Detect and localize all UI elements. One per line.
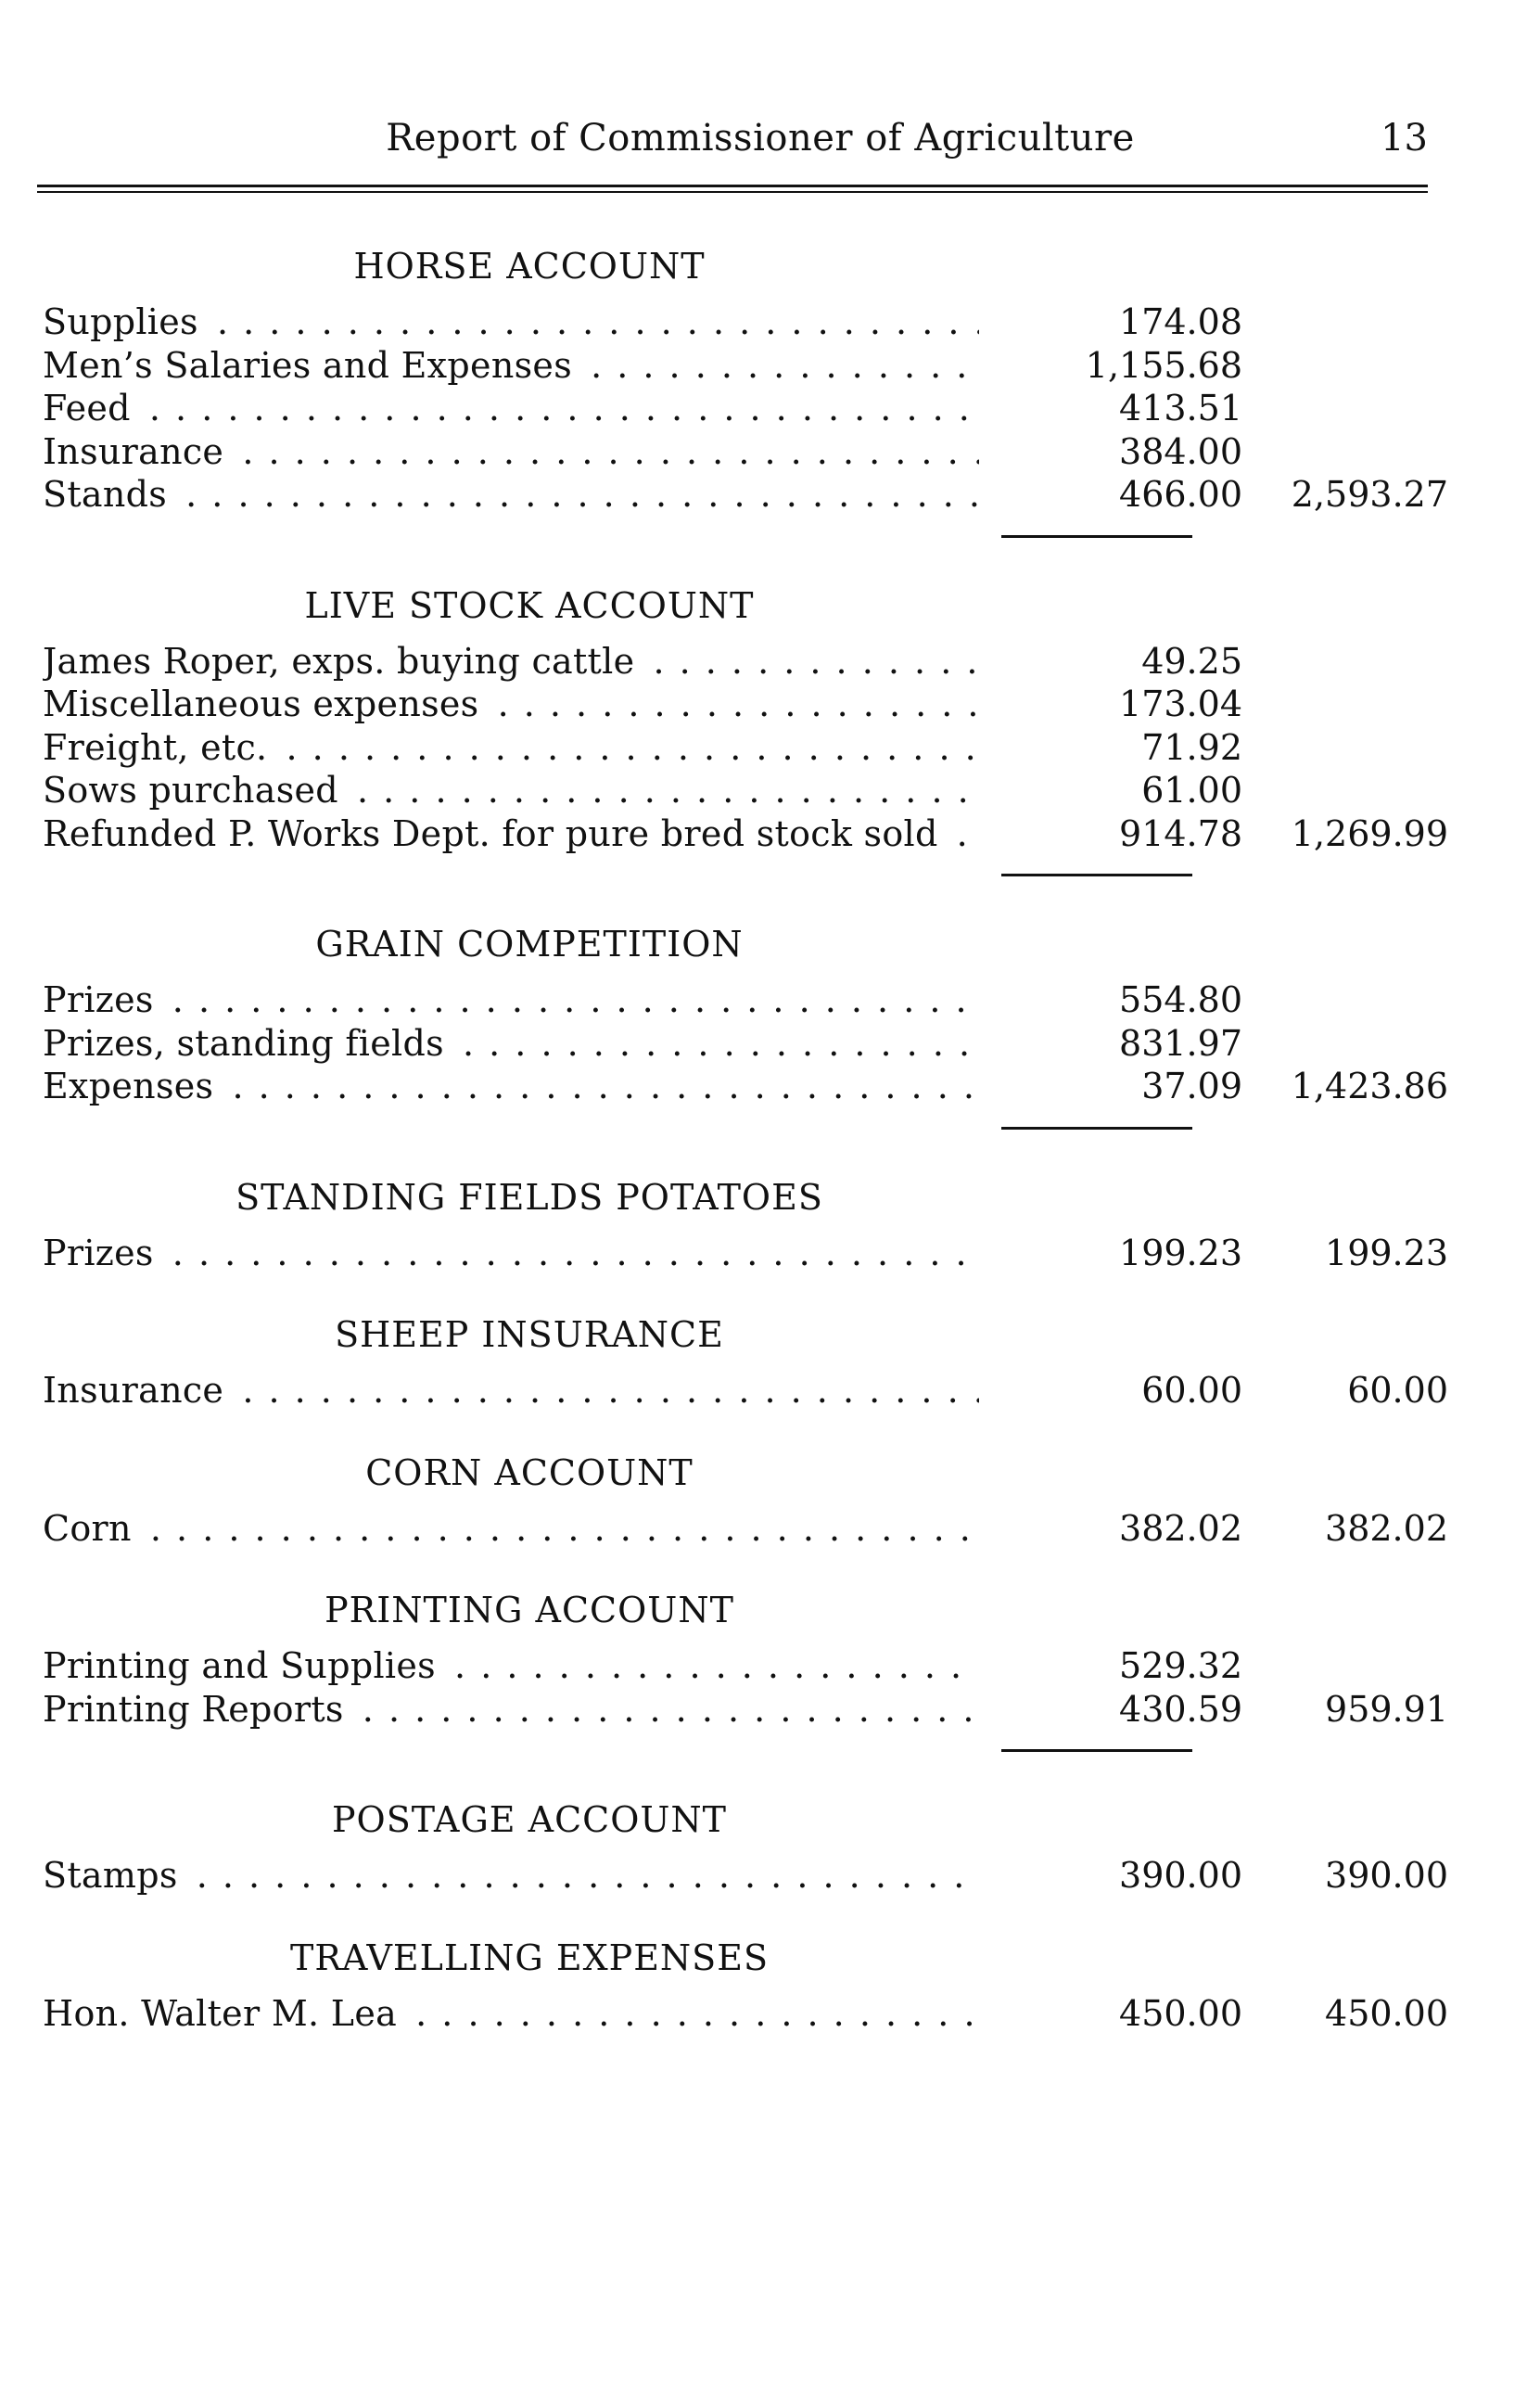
ledger-row	[43, 300, 1443, 344]
ledger-row	[43, 1688, 1448, 1732]
item-label-leader	[43, 1644, 979, 1688]
item-amount: 914.78	[1119, 812, 1242, 854]
item-label-leader	[43, 344, 979, 388]
item-label-leader	[43, 769, 979, 812]
item-label: Supplies	[43, 301, 204, 342]
item-amount: 390.00	[1119, 1855, 1242, 1896]
item-label: Prizes	[43, 1233, 159, 1273]
item-label: Hon. Walter M. Lea	[43, 1993, 402, 2034]
item-label-leader	[43, 640, 979, 684]
account-section	[43, 910, 1448, 1130]
item-label-leader	[43, 1232, 979, 1275]
section-total: 959.91	[1325, 1688, 1448, 1730]
item-label: Insurance	[43, 1370, 229, 1411]
ledger-row	[43, 1507, 1448, 1551]
item-label: Prizes, standing fields	[43, 1023, 450, 1064]
summation-rule	[1001, 535, 1192, 538]
section-gap	[43, 1412, 1443, 1438]
ledger-row	[43, 1854, 1448, 1898]
section-title: STANDING FIELDS POTATOES	[235, 1176, 823, 1218]
section-total: 450.00	[1325, 1992, 1448, 2034]
item-label-leader	[43, 1369, 979, 1412]
header-double-rule	[37, 185, 1428, 193]
item-amount: 37.09	[1141, 1066, 1242, 1106]
item-label-leader	[43, 978, 979, 1022]
item-label: Miscellaneous expenses	[43, 684, 485, 724]
running-header	[37, 117, 1428, 173]
item-label: Printing and Supplies	[43, 1645, 441, 1686]
section-gap	[43, 1274, 1443, 1300]
item-label-leader	[43, 430, 979, 474]
item-amount: 71.92	[1141, 726, 1242, 768]
item-amount: 60.00	[1141, 1370, 1242, 1411]
item-label-leader	[43, 1507, 979, 1551]
ledger-row	[43, 1369, 1448, 1412]
running-head-title: Report of Commissioner of Agriculture	[386, 117, 1135, 160]
item-label-leader	[43, 1065, 979, 1108]
item-label: Insurance	[43, 431, 229, 472]
section-total: 60.00	[1347, 1370, 1448, 1411]
item-label-leader	[43, 1688, 979, 1732]
item-label: Feed	[43, 388, 136, 428]
account-section	[43, 1163, 1448, 1301]
item-amount: 199.23	[1119, 1232, 1242, 1273]
item-label-leader	[43, 812, 979, 856]
item-label-leader	[43, 1854, 979, 1898]
ledger-row	[43, 387, 1443, 430]
ledger-row	[43, 640, 1443, 684]
section-gap	[43, 2035, 1443, 2061]
section-title: LIVE STOCK ACCOUNT	[304, 584, 755, 626]
section-total: 1,269.99	[1291, 812, 1448, 854]
section-total: 2,593.27	[1291, 474, 1448, 515]
account-section	[43, 232, 1448, 538]
item-label-leader	[43, 1022, 979, 1066]
section-total: 390.00	[1325, 1855, 1448, 1896]
section-gap	[43, 1550, 1443, 1576]
item-label: Prizes	[43, 979, 159, 1020]
item-label-leader	[43, 387, 979, 430]
item-label: Corn	[43, 1508, 137, 1549]
item-amount: 529.32	[1119, 1645, 1242, 1686]
summation-rule	[1001, 1127, 1192, 1130]
ledger-row	[43, 1992, 1448, 2036]
item-label-leader	[43, 473, 979, 517]
section-title: GRAIN COMPETITION	[315, 924, 744, 965]
account-section	[43, 1785, 1448, 1924]
item-label: Stamps	[43, 1855, 184, 1896]
ledger-row	[43, 1065, 1448, 1108]
item-label-leader	[43, 300, 979, 344]
item-label: James Roper, exps. buying cattle	[43, 641, 640, 682]
section-total: 1,423.86	[1291, 1066, 1448, 1106]
section-title: TRAVELLING EXPENSES	[289, 1936, 769, 1978]
item-amount: 413.51	[1119, 388, 1242, 428]
item-amount: 450.00	[1119, 1992, 1242, 2034]
account-section	[43, 1924, 1448, 2062]
item-amount: 61.00	[1141, 770, 1242, 811]
account-section	[43, 1438, 1448, 1577]
item-label: Refunded P. Works Dept. for pure bred stock sold	[43, 813, 944, 854]
summation-rule	[1001, 1749, 1192, 1752]
item-amount: 554.80	[1119, 979, 1242, 1020]
section-total: 199.23	[1325, 1232, 1448, 1273]
item-amount: 1,155.68	[1085, 344, 1242, 386]
ledger-row	[43, 1644, 1443, 1688]
ledger-row	[43, 978, 1443, 1022]
section-total: 382.02	[1325, 1507, 1448, 1549]
summation-rule	[1001, 874, 1192, 876]
page-number: 13	[1381, 117, 1428, 160]
account-section	[43, 571, 1448, 877]
item-amount: 384.00	[1119, 430, 1242, 472]
item-label: Expenses	[43, 1066, 219, 1106]
ledger-row	[43, 344, 1443, 388]
account-section	[43, 1576, 1448, 1752]
item-amount: 430.59	[1119, 1688, 1242, 1730]
item-label: Freight, etc.	[43, 727, 273, 768]
item-amount: 466.00	[1119, 474, 1242, 515]
ledger-row	[43, 1022, 1443, 1066]
ledger-row	[43, 683, 1443, 726]
item-amount: 49.25	[1141, 640, 1242, 682]
accounts-content	[43, 232, 1448, 2061]
item-label-leader	[43, 683, 979, 726]
section-title: HORSE ACCOUNT	[353, 246, 706, 287]
ledger-row	[43, 1232, 1448, 1275]
item-label-leader	[43, 1992, 979, 2036]
section-title: SHEEP INSURANCE	[335, 1314, 724, 1355]
ledger-row	[43, 430, 1443, 474]
item-amount: 382.02	[1119, 1507, 1242, 1549]
section-gap	[43, 1898, 1443, 1924]
ledger-row	[43, 812, 1448, 856]
section-title: POSTAGE ACCOUNT	[331, 1799, 727, 1840]
item-label: Men’s Salaries and Expenses	[43, 345, 578, 386]
account-section	[43, 1300, 1448, 1438]
section-title: PRINTING ACCOUNT	[325, 1590, 734, 1630]
item-amount: 173.04	[1119, 684, 1242, 724]
ledger-row	[43, 769, 1443, 812]
item-label-leader	[43, 726, 979, 770]
item-label: Printing Reports	[43, 1689, 350, 1730]
section-title: CORN ACCOUNT	[365, 1451, 694, 1493]
item-label: Sows purchased	[43, 770, 344, 811]
ledger-row	[43, 473, 1448, 517]
item-amount: 831.97	[1119, 1022, 1242, 1064]
item-label: Stands	[43, 474, 172, 515]
ledger-row	[43, 726, 1443, 770]
item-amount: 174.08	[1119, 301, 1242, 342]
